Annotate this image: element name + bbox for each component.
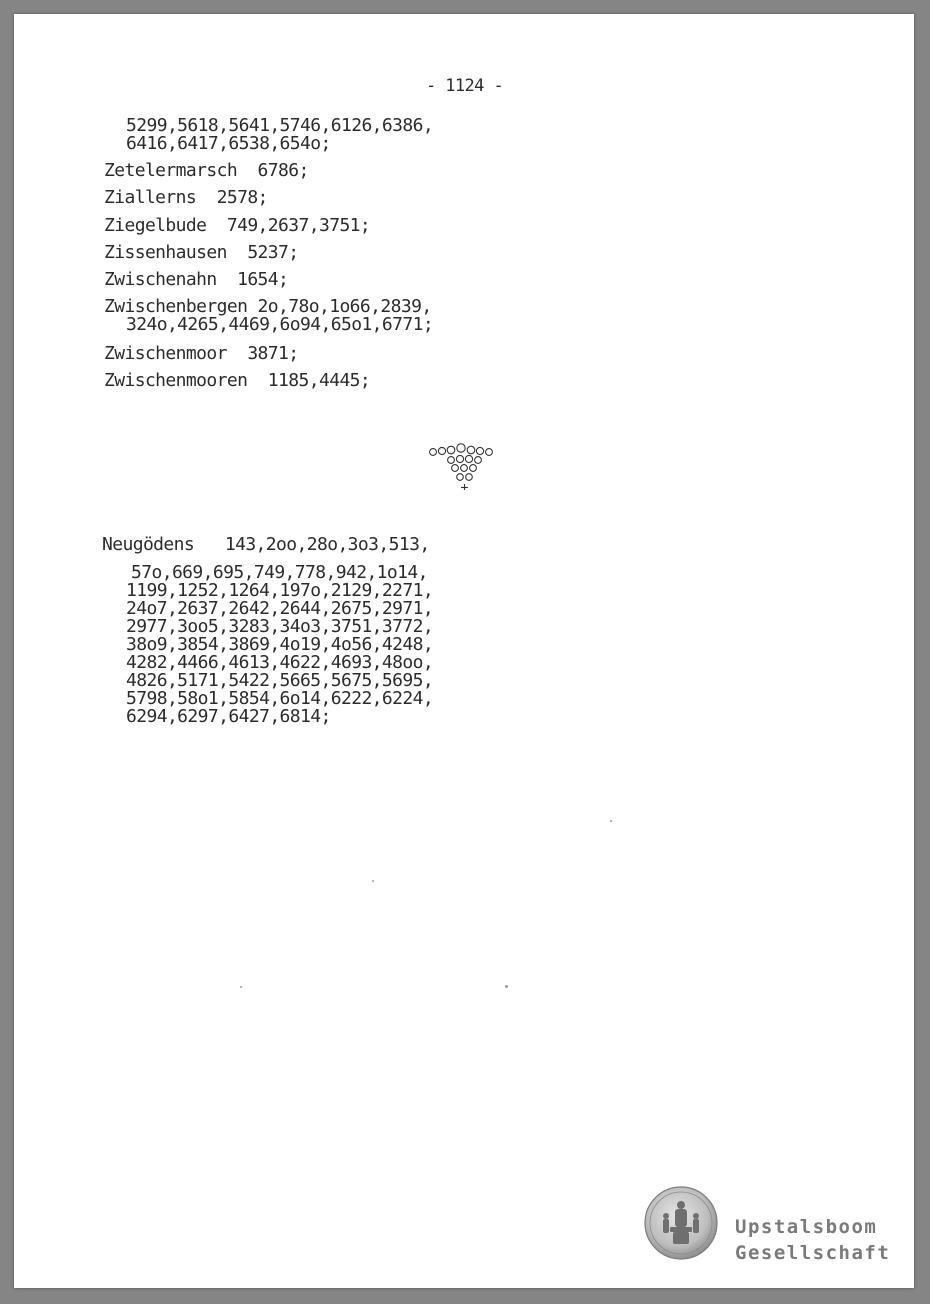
index-line: 5299,5618,5641,5746,6126,6386, xyxy=(126,115,434,136)
index-line: 4282,4466,4613,4622,4693,48oo, xyxy=(126,652,434,673)
index-line: 1199,1252,1264,197o,2129,2271, xyxy=(126,580,434,601)
index-line: 6416,6417,6538,654o; xyxy=(126,133,331,154)
scan-speck xyxy=(372,880,374,882)
index-line: 4826,5171,5422,5665,5675,5695, xyxy=(126,670,434,691)
scan-speck xyxy=(240,986,242,988)
index-line: 324o,4265,4469,6o94,65o1,6771; xyxy=(126,314,434,335)
society-name-line2: Gesellschaft xyxy=(735,1242,891,1264)
index-entry-ziegelbude: Ziegelbude 749,2637,3751; xyxy=(104,215,371,236)
index-line: 5798,58o1,5854,6o14,6222,6224, xyxy=(126,688,434,709)
index-entry-neugoedens: Neugödens 143,2oo,28o,3o3,513, xyxy=(102,534,430,555)
index-line: 6294,6297,6427,6814; xyxy=(126,706,331,727)
circles-triangle-ornament xyxy=(415,430,510,490)
index-line: 24o7,2637,2642,2644,2675,2971, xyxy=(126,598,434,619)
index-entry-zwischenmooren: Zwischenmooren 1185,4445; xyxy=(104,370,371,391)
society-seal-logo xyxy=(644,1186,718,1260)
society-name-line1: Upstalsboom xyxy=(735,1216,878,1238)
index-line: 57o,669,695,749,778,942,1o14, xyxy=(131,562,428,583)
scan-speck xyxy=(610,820,612,822)
page-number: - 1124 - xyxy=(426,76,504,96)
index-entry-zwischenbergen: Zwischenbergen 2o,78o,1o66,2839, xyxy=(104,296,432,317)
index-line: 2977,3oo5,3283,34o3,3751,3772, xyxy=(126,616,434,637)
index-entry-zwischenahn: Zwischenahn 1654; xyxy=(104,269,289,290)
index-entry-zissenhausen: Zissenhausen 5237; xyxy=(104,242,299,263)
index-entry-zetelermarsch: Zetelermarsch 6786; xyxy=(104,160,309,181)
scan-speck xyxy=(505,985,508,988)
index-entry-ziallerns: Ziallerns 2578; xyxy=(104,187,268,208)
index-entry-zwischenmoor: Zwischenmoor 3871; xyxy=(104,343,299,364)
index-line: 38o9,3854,3869,4o19,4o56,4248, xyxy=(126,634,434,655)
